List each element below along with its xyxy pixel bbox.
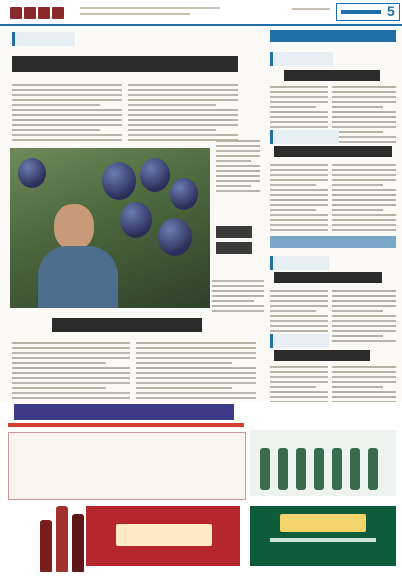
liquor-ad	[86, 506, 240, 566]
masthead-rule	[0, 24, 402, 26]
right-item-4-kicker	[270, 334, 329, 348]
page-label	[341, 10, 381, 14]
photo-caption-text	[212, 280, 264, 315]
right-section-band	[270, 236, 396, 248]
farmer-face	[54, 204, 94, 250]
page-label-box	[336, 3, 400, 21]
green-brand-ad	[250, 506, 396, 566]
right-item-1-kicker	[270, 52, 333, 66]
masthead-info	[80, 7, 220, 19]
page-number: 5	[387, 3, 395, 19]
right-item-3-kicker	[270, 256, 329, 270]
right-item-3-headline	[274, 272, 382, 283]
farmer-shirt	[38, 246, 118, 308]
article-headline	[12, 56, 238, 72]
right-item-1-headline	[284, 70, 380, 81]
green-brand-name	[280, 514, 366, 532]
grape-harvest-photo	[10, 148, 210, 308]
article-body-col1	[12, 84, 122, 144]
article-body-col3	[216, 140, 260, 195]
masthead	[0, 0, 402, 24]
article-body-col2	[128, 84, 238, 144]
bottle-lineup	[40, 500, 86, 572]
masthead-date	[292, 8, 330, 10]
liquor-brand	[116, 524, 212, 546]
subarticle-headline	[52, 318, 202, 332]
right-item-2-headline	[274, 146, 392, 157]
right-section-header	[270, 30, 396, 42]
ad-subline	[8, 423, 244, 427]
right-item-2-kicker	[270, 130, 339, 144]
wine-ad	[250, 430, 396, 496]
right-item-4-body	[270, 366, 328, 406]
ad-headline	[14, 404, 234, 420]
ad-banner	[8, 432, 246, 500]
photo-caption	[216, 226, 256, 266]
right-item-4-headline	[274, 350, 370, 361]
newspaper-logo	[10, 4, 68, 18]
right-item-2-body	[270, 164, 328, 234]
article-kicker	[12, 32, 75, 46]
